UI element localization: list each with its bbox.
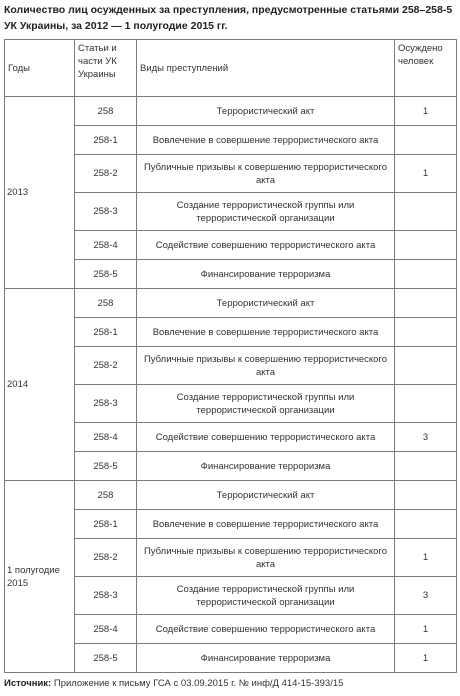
count-cell: 3 [395, 577, 457, 615]
article-cell: 258 [75, 481, 137, 510]
count-cell: 1 [395, 644, 457, 673]
count-cell [395, 318, 457, 347]
count-cell [395, 385, 457, 423]
header-row [5, 40, 457, 97]
article-cell: 258-3 [75, 193, 137, 231]
table-body [5, 97, 457, 673]
crime-cell: Террористический акт [137, 289, 395, 318]
header-years: Годы [5, 40, 75, 97]
crime-cell: Террористический акт [137, 481, 395, 510]
crime-cell: Публичные призывы к совершению террористического акта [137, 347, 395, 385]
count-cell [395, 289, 457, 318]
crime-cell: Создание террористической группы или террористической организации [137, 193, 395, 231]
source-note [4, 677, 456, 691]
article-cell: 258-4 [75, 615, 137, 644]
count-cell [395, 452, 457, 481]
crime-cell: Создание террористической группы или террористической организации [137, 385, 395, 423]
table-row [5, 289, 457, 318]
header-crimes: Виды преступлений [137, 40, 395, 97]
crime-cell: Создание террористической группы или террористической организации [137, 577, 395, 615]
crime-cell: Финансирование терроризма [137, 452, 395, 481]
article-cell: 258 [75, 97, 137, 126]
crime-cell: Финансирование терроризма [137, 644, 395, 673]
source-label: Источник: [4, 678, 52, 689]
count-cell: 1 [395, 155, 457, 193]
article-cell: 258-1 [75, 510, 137, 539]
article-cell: 258-5 [75, 260, 137, 289]
crime-cell: Вовлечение в совершение террористического акта [137, 510, 395, 539]
header-articles: Статьи и части УК Украины [75, 40, 137, 97]
year-cell: 2013 [5, 97, 75, 289]
crime-cell: Вовлечение в совершение террористического акта [137, 318, 395, 347]
count-cell [395, 260, 457, 289]
crime-cell: Публичные призывы к совершению террористического акта [137, 539, 395, 577]
table-title: Количество лиц осужденных за преступления, предусмотренные статьями 258–258-5 УК Украины, за 2012 — 1 полугодие 2015 гг. [4, 4, 453, 32]
article-cell: 258-2 [75, 347, 137, 385]
crime-cell: Содействие совершению террористического акта [137, 615, 395, 644]
count-cell [395, 510, 457, 539]
article-cell: 258-4 [75, 423, 137, 452]
article-cell: 258-1 [75, 318, 137, 347]
table-row [5, 481, 457, 510]
crime-cell: Финансирование терроризма [137, 260, 395, 289]
crime-cell: Террористический акт [137, 97, 395, 126]
crime-cell: Вовлечение в совершение террористического акта [137, 126, 395, 155]
crime-cell: Публичные призывы к совершению террористического акта [137, 155, 395, 193]
article-cell: 258-1 [75, 126, 137, 155]
table-row [5, 97, 457, 126]
article-cell: 258-2 [75, 155, 137, 193]
count-cell: 1 [395, 615, 457, 644]
article-cell: 258-4 [75, 231, 137, 260]
article-cell: 258-3 [75, 577, 137, 615]
article-cell: 258 [75, 289, 137, 318]
crime-cell: Содействие совершению террористического акта [137, 423, 395, 452]
year-cell: 2014 [5, 289, 75, 481]
year-cell: 1 полугодие 2015 [5, 481, 75, 673]
count-cell: 1 [395, 97, 457, 126]
count-cell [395, 193, 457, 231]
article-cell: 258-2 [75, 539, 137, 577]
header-count: Осуждено человек [395, 40, 457, 97]
source-text: Приложение к письму ГСА с 03.09.2015 г. № инф/Д 414-15-393/15 [53, 678, 344, 689]
article-cell: 258-3 [75, 385, 137, 423]
count-cell [395, 126, 457, 155]
article-cell: 258-5 [75, 452, 137, 481]
count-cell [395, 481, 457, 510]
count-cell: 1 [395, 539, 457, 577]
count-cell [395, 231, 457, 260]
count-cell [395, 347, 457, 385]
count-cell: 3 [395, 423, 457, 452]
convictions-table [4, 39, 457, 673]
article-cell: 258-5 [75, 644, 137, 673]
crime-cell: Содействие совершению террористического акта [137, 231, 395, 260]
